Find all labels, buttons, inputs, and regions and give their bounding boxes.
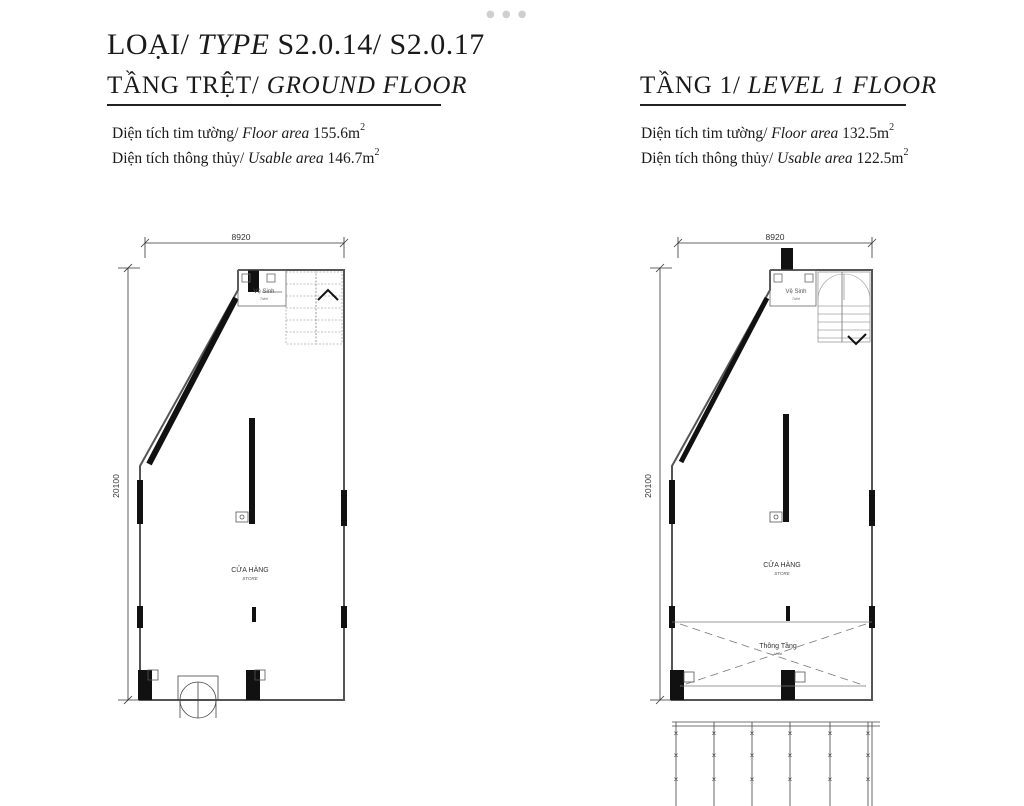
level1-toilet-label: Vệ Sinh	[785, 289, 807, 295]
ground-toilet-label-en: Toilet	[259, 297, 269, 301]
type-prefix: LOẠI/	[107, 28, 190, 61]
ground-fixture-dot	[240, 515, 244, 519]
level1-usable-area-value: 122.5m	[856, 150, 904, 168]
level1-toilet-label-en: Toilet	[791, 297, 801, 301]
level1-void-area	[672, 622, 872, 686]
svg-text:×: ×	[749, 729, 755, 738]
svg-text:×: ×	[827, 729, 833, 738]
level1-fixture	[770, 512, 782, 522]
level1-floor-area-label-en: Floor area	[771, 125, 839, 143]
svg-text:×: ×	[827, 751, 833, 760]
svg-text:×: ×	[673, 751, 679, 760]
ground-diagonal-wall	[149, 298, 236, 464]
ground-usable-area-label-en: Usable area	[248, 150, 324, 168]
level1-floor-title-en: LEVEL 1 FLOOR	[747, 72, 937, 99]
window-drag-handle[interactable]: ● ● ●	[486, 9, 529, 20]
level1-void-label: Thông Tầng	[759, 643, 797, 650]
svg-text:×: ×	[865, 751, 871, 760]
ground-entrance-doors	[178, 676, 218, 718]
ground-fixture	[236, 512, 248, 522]
ground-store-label-en: STORE	[242, 576, 258, 581]
svg-text:×: ×	[711, 775, 717, 784]
ground-floor-plan	[111, 232, 348, 718]
ground-outer-walls	[140, 270, 344, 700]
level1-floor-plan	[643, 232, 880, 806]
svg-text:×: ×	[749, 751, 755, 760]
svg-text:×: ×	[673, 729, 679, 738]
svg-text:×: ×	[749, 775, 755, 784]
level1-wall-columns	[669, 248, 875, 700]
ground-usable-area-label-vi: Diện tích thông thủy/	[112, 150, 245, 168]
svg-text:×: ×	[787, 751, 793, 760]
ground-usable-area-unit-exp: 2	[374, 147, 380, 158]
ground-floor-area-label-en: Floor area	[242, 125, 310, 143]
ground-height-label: 20100	[111, 474, 121, 498]
level1-railing	[672, 722, 880, 806]
level1-floor-area-unit-exp: 2	[889, 122, 895, 133]
level1-height-dimension	[650, 264, 672, 704]
level1-corner-fixture-2	[795, 672, 805, 682]
level1-width-label: 8920	[765, 232, 785, 242]
ground-floor-area-unit-exp: 2	[360, 122, 366, 133]
ground-wall-columns	[137, 270, 347, 700]
level1-store-label: CỬA HÀNG	[763, 562, 801, 569]
svg-text:×: ×	[787, 775, 793, 784]
svg-text:×: ×	[865, 775, 871, 784]
svg-text:×: ×	[673, 775, 679, 784]
level1-floor-title-vi: TẦNG 1/	[640, 72, 741, 99]
level1-store-label-en: STORE	[774, 571, 790, 576]
level1-usable-area-label-vi: Diện tích thông thủy/	[641, 150, 774, 168]
ground-store-label: CỬA HÀNG	[231, 567, 269, 574]
level1-height-label: 20100	[643, 474, 653, 498]
level1-floor-area-value: 132.5m	[842, 125, 890, 143]
type-italic: TYPE	[197, 28, 270, 61]
level1-void-label-en: Void	[774, 651, 782, 656]
ground-floor-title-vi: TẦNG TRỆT/	[107, 72, 260, 99]
level1-corner-fixture	[684, 672, 694, 682]
ground-floor-area-value: 155.6m	[313, 125, 361, 143]
ground-width-label: 8920	[231, 232, 251, 242]
ground-stairs	[286, 272, 342, 344]
ground-floor-area-label-vi: Diện tích tim tường/	[112, 125, 239, 143]
level1-railing-marks	[674, 729, 871, 784]
svg-text:×: ×	[711, 729, 717, 738]
ground-toilet-label: Vệ Sinh	[253, 289, 275, 295]
svg-text:×: ×	[711, 751, 717, 760]
ground-height-dimension	[118, 264, 140, 704]
svg-text:×: ×	[865, 729, 871, 738]
level1-usable-area-label-en: Usable area	[777, 150, 853, 168]
level1-floor-area-label-vi: Diện tích tim tường/	[641, 125, 768, 143]
svg-text:×: ×	[787, 729, 793, 738]
ground-stair-arrow	[318, 290, 338, 300]
type-codes: S2.0.14/ S2.0.17	[277, 28, 485, 61]
level1-stairs	[818, 272, 870, 342]
ground-floor-title-en: GROUND FLOOR	[266, 72, 468, 99]
level1-diagonal-wall	[681, 298, 767, 462]
level1-stair-arrow	[848, 334, 866, 344]
ground-usable-area-value: 146.7m	[327, 150, 375, 168]
level1-fixture-dot	[774, 515, 778, 519]
level1-usable-area-unit-exp: 2	[903, 147, 909, 158]
svg-text:×: ×	[827, 775, 833, 784]
